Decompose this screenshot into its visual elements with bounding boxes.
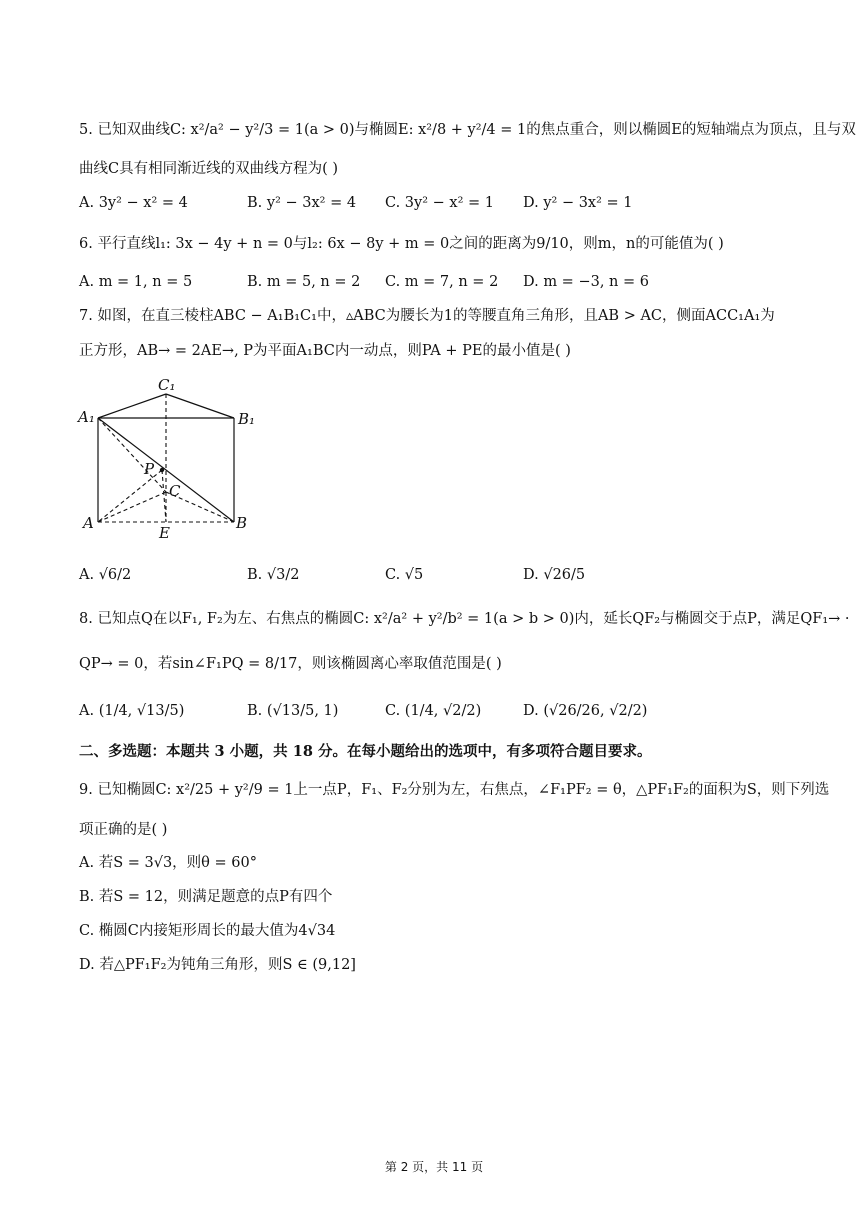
q5-stem-line1: 5. 已知双曲线C: x²/a² − y²/3 = 1(a > 0)与椭圆E: x²/8 + y²/4 = 1的焦点重合，则以椭圆E的短轴端点为顶点，且与双 — [79, 122, 856, 138]
q7-option-d: D. √26/5 — [523, 567, 586, 583]
q7-option-a: A. √6/2 — [79, 567, 132, 583]
q8-stem-line2: QP→ = 0，若sin∠F₁PQ = 8/17，则该椭圆离心率取值范围是( ) — [79, 656, 502, 672]
q6-option-a: A. m = 1, n = 5 — [79, 274, 193, 290]
q9-option-a: A. 若S = 3√3，则θ = 60° — [79, 855, 257, 871]
label-c: C — [169, 482, 181, 500]
q6-option-d: D. m = −3, n = 6 — [523, 274, 649, 290]
q6-option-b: B. m = 5, n = 2 — [247, 274, 361, 290]
edge-a1-c — [98, 418, 166, 492]
label-a1: A₁ — [78, 408, 95, 426]
section-heading-multiple-choice: 二、多选题：本题共 3 小题，共 18 分。在每小题给出的选项中，有多项符合题目要求。 — [79, 743, 652, 760]
q6-option-c: C. m = 7, n = 2 — [385, 274, 499, 290]
q5-option-d: D. y² − 3x² = 1 — [523, 195, 633, 211]
q9-option-b: B. 若S = 12，则满足题意的点P有四个 — [79, 889, 333, 905]
label-e: E — [159, 524, 170, 542]
label-p: P — [144, 460, 155, 478]
q8-option-b: B. (√13/5, 1) — [247, 703, 339, 719]
q5-option-a: A. 3y² − x² = 4 — [79, 195, 188, 211]
q5-option-b: B. y² − 3x² = 4 — [247, 195, 357, 211]
q8-option-a: A. (1/4, √13/5) — [79, 703, 185, 719]
edge-p-e — [162, 470, 166, 522]
prism-figure — [74, 372, 274, 542]
q9-stem-line1: 9. 已知椭圆C: x²/25 + y²/9 = 1上一点P，F₁、F₂分别为左，右焦点，∠F₁PF₂ = θ，△PF₁F₂的面积为S，则下列选 — [79, 782, 830, 798]
q6-stem-line1: 6. 平行直线l₁: 3x − 4y + n = 0与l₂: 6x − 8y + m = 0之间的距离为9/10，则m，n的可能值为( ) — [79, 236, 724, 252]
label-b1: B₁ — [238, 410, 256, 428]
q8-stem-line1: 8. 已知点Q在以F₁, F₂为左、右焦点的椭圆C: x²/a² + y²/b² = 1(a > b > 0)内，延长QF₂与椭圆交于点P，满足QF₁→ · — [79, 611, 850, 627]
q7-option-b: B. √3/2 — [247, 567, 300, 583]
q5-option-c: C. 3y² − x² = 1 — [385, 195, 494, 211]
q8-option-d: D. (√26/26, √2/2) — [523, 703, 648, 719]
edge-a1-c1 — [98, 394, 166, 418]
q7-stem-line1: 7. 如图，在直三棱柱ABC − A₁B₁C₁中，▵ABC为腰长为1的等腰直角三角形，且AB > AC，侧面ACC₁A₁为 — [79, 308, 775, 324]
q9-option-c: C. 椭圆C内接矩形周长的最大值为4√34 — [79, 923, 336, 939]
label-b: B — [236, 514, 248, 532]
label-a: A — [83, 514, 94, 532]
edge-a-c — [98, 492, 166, 522]
q9-option-d: D. 若△PF₁F₂为钝角三角形，则S ∈ (9,12] — [79, 957, 356, 973]
edge-c1-b1 — [166, 394, 234, 418]
q7-stem-line2: 正方形，AB→ = 2AE→, P为平面A₁BC内一动点，则PA + PE的最小值是( ) — [79, 343, 571, 359]
q8-option-c: C. (1/4, √2/2) — [385, 703, 482, 719]
q5-stem-line2: 曲线C具有相同渐近线的双曲线方程为( ) — [79, 161, 339, 177]
q7-option-c: C. √5 — [385, 567, 424, 583]
label-c1: C₁ — [158, 376, 176, 394]
page-footer: 第 2 页，共 11 页 — [384, 1160, 484, 1174]
point-p — [160, 468, 164, 472]
q9-stem-line2: 项正确的是( ) — [79, 822, 168, 838]
